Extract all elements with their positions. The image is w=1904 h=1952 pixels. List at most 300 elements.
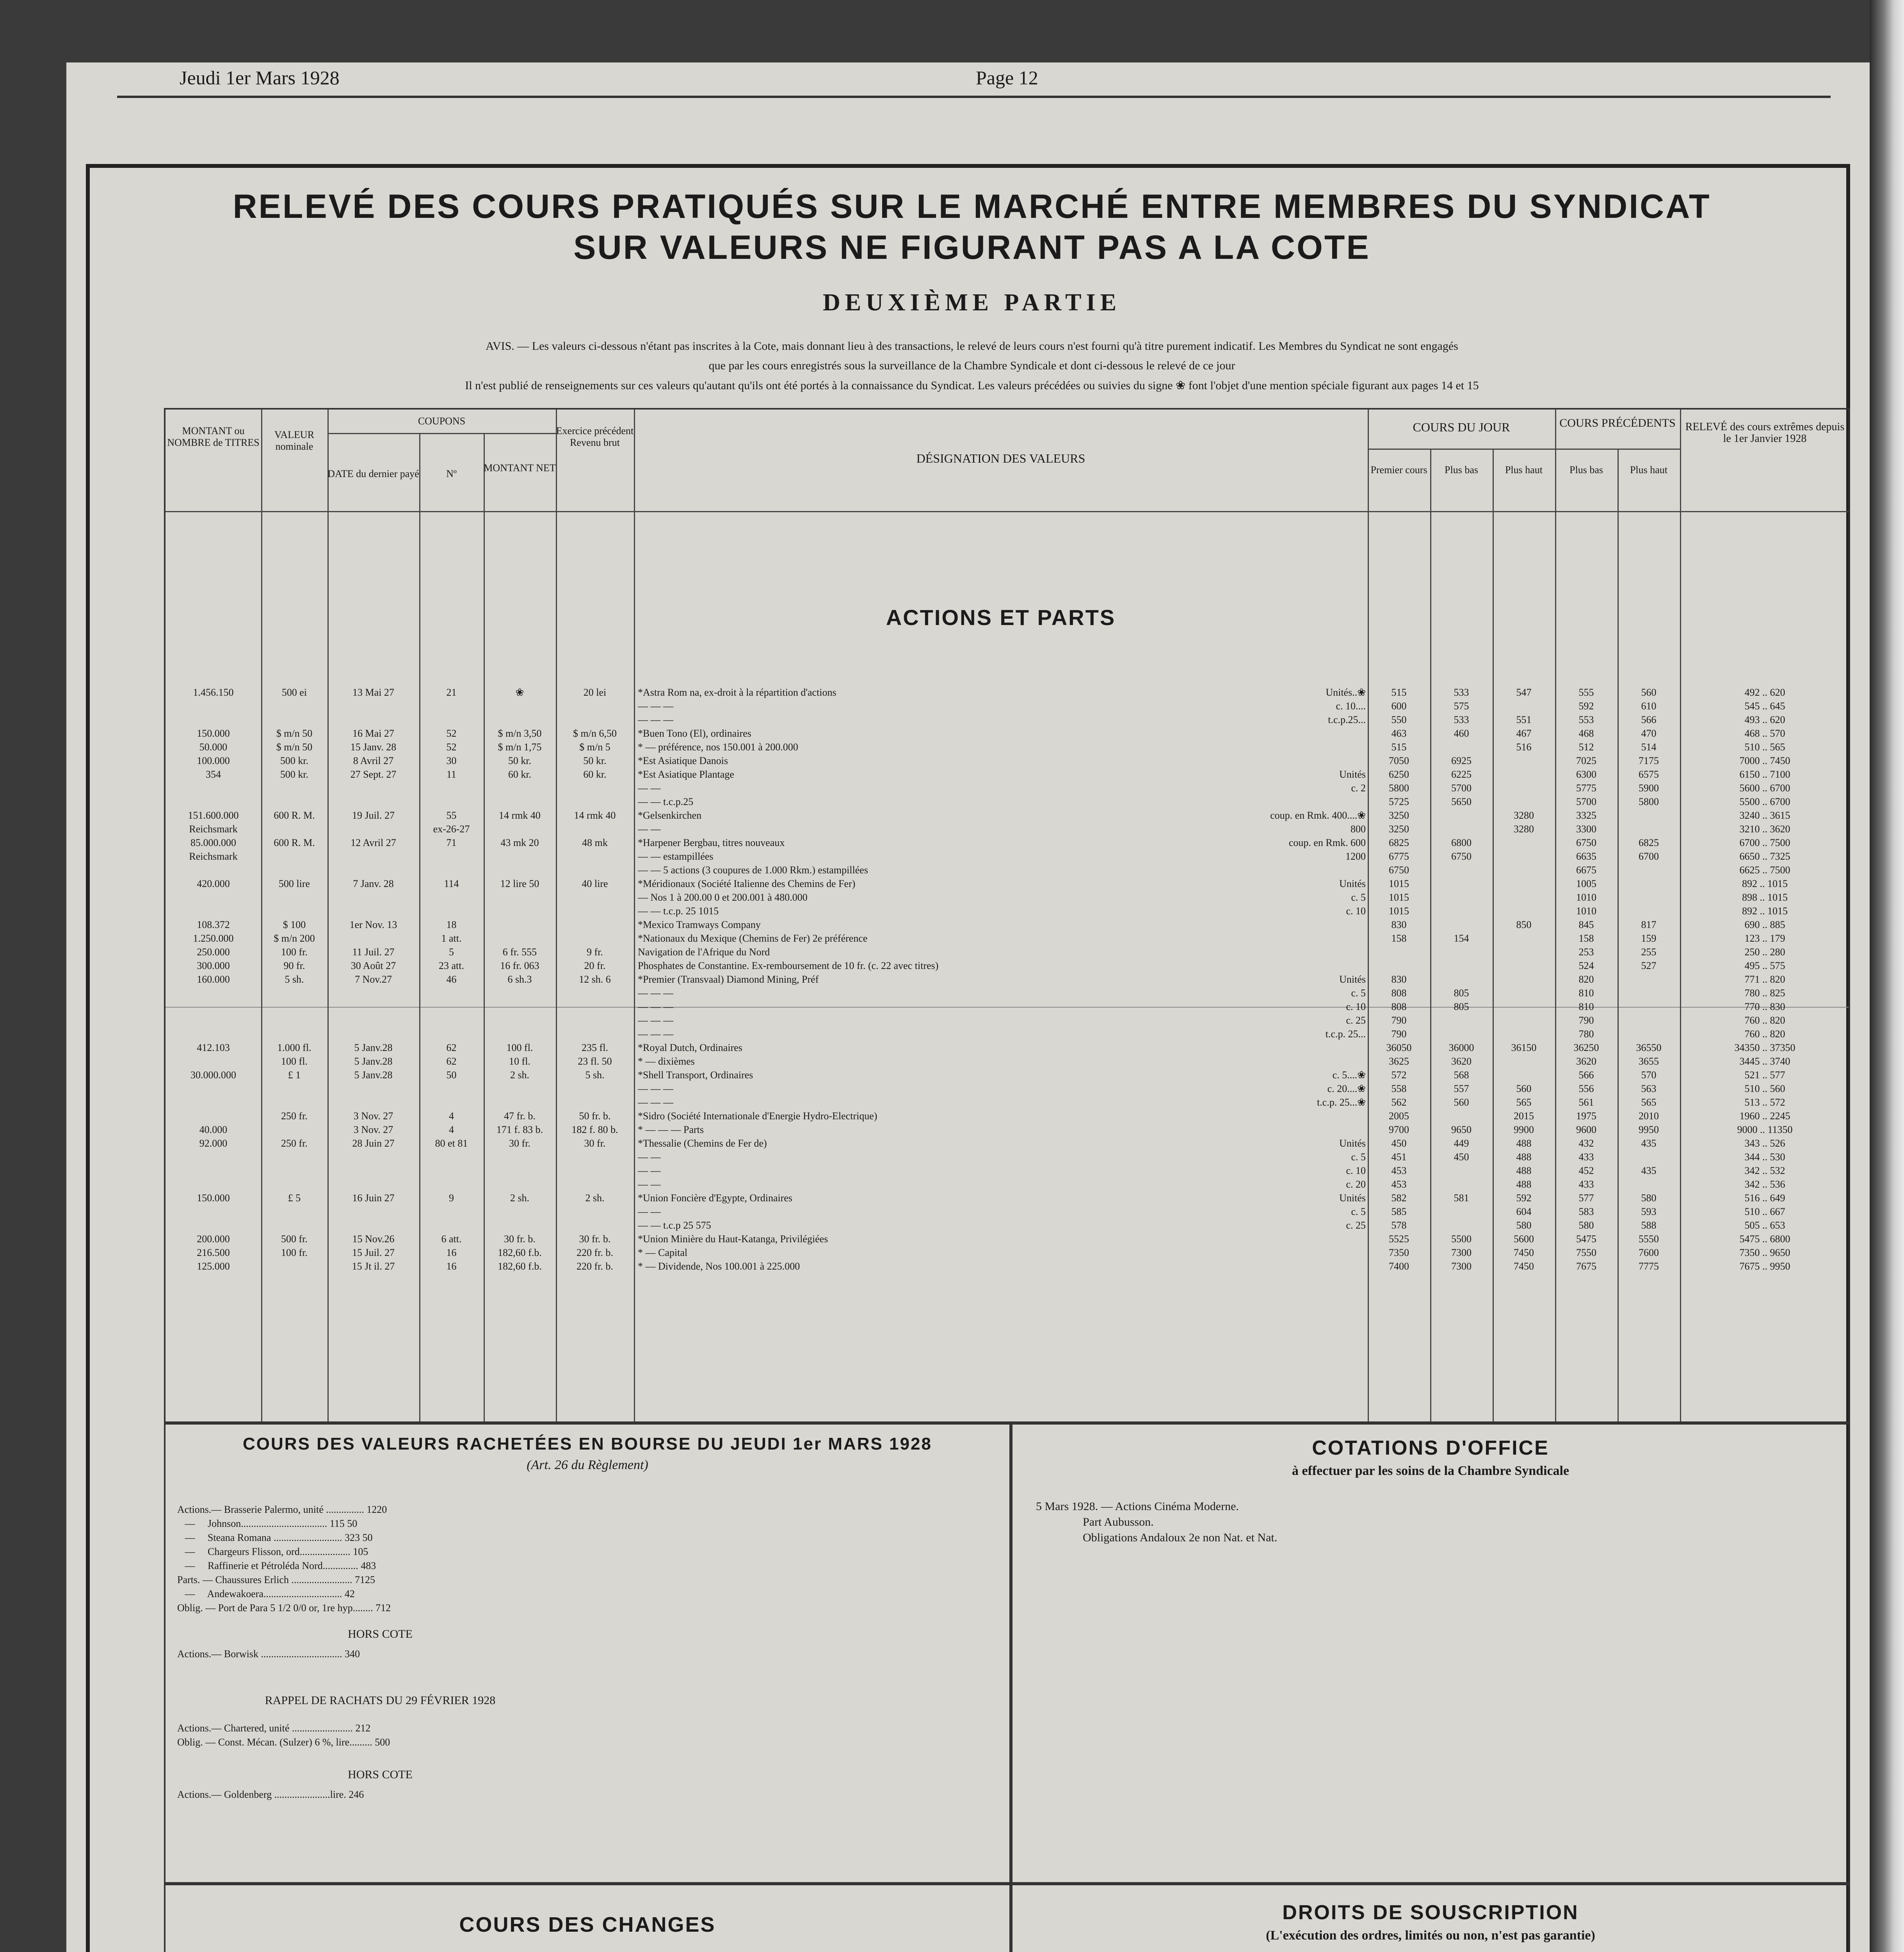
main-cell-designation: *Gelsenkirchen [638,810,702,821]
main-cell-montant: 200.000 [197,1233,230,1245]
main-cell-designation: *Nationaux du Mexique (Chemins de Fer) 2e préférence [638,933,868,944]
main-cell-plus-bas: 449 [1454,1138,1469,1149]
main-cell-releve: 513 .. 572 [1744,1097,1785,1108]
main-cell-prec-haut: 566 [1641,714,1657,725]
main-cell-montant: 150.000 [197,1192,230,1204]
main-cell-exercice: 9 fr. [587,946,603,958]
main-cell-prec-haut: 588 [1641,1220,1657,1231]
main-cell-designation: *Union Foncière d'Egypte, Ordinaires [638,1192,793,1204]
main-cell-montant: 412.103 [197,1042,230,1053]
main-cell-montant-net: 100 fl. [506,1042,533,1053]
main-cell-prec-haut: 7775 [1639,1261,1659,1272]
main-cell-unite: c. 25 [1346,1220,1366,1231]
main-cell-designation: — — — [638,1001,673,1012]
main-cell-montant-net: 50 kr. [508,755,532,766]
main-cell-releve: 510 .. 667 [1744,1206,1785,1217]
main-cell-date: 28 Juin 27 [352,1138,395,1149]
main-cell-date: 15 Juil. 27 [352,1247,395,1258]
main-cell-plus-bas: 36000 [1448,1042,1474,1053]
main-cell-montant-net: 16 fr. 063 [500,960,539,971]
main-cell-prec-bas: 468 [1578,728,1594,739]
main-cell-prec-bas: 561 [1578,1097,1594,1108]
main-cell-prec-haut: 514 [1641,741,1657,753]
main-cell-valeur: $ m/n 50 [276,741,313,753]
main-cell-montant: 151.600.000 [188,810,239,821]
header-rule [117,96,1831,98]
main-cell-montant-net: $ m/n 1,75 [498,741,542,753]
main-cell-unite: c. 10 [1346,905,1366,917]
main-cell-prec-haut: 570 [1641,1069,1657,1081]
main-cell-premier: 1015 [1389,892,1409,903]
main-cell-prec-bas: 524 [1578,960,1594,971]
main-cell-prec-haut: 2010 [1639,1110,1659,1122]
main-cell-no: 1 att. [441,933,462,944]
rappel-rachats-title: RAPPEL DE RACHATS DU 29 FÉVRIER 1928 [265,1694,496,1707]
main-cell-designation: — — [638,823,661,835]
main-cell-montant-net: 30 fr. b. [504,1233,536,1245]
main-cell-premier: 600 [1391,700,1407,712]
main-cell-no: 52 [446,741,457,753]
main-cell-date: 30 Août 27 [351,960,396,971]
changes-box [164,1884,1011,1952]
main-cell-plus-haut: 488 [1516,1151,1532,1163]
main-cell-prec-bas: 1010 [1576,892,1596,903]
main-cell-prec-haut: 560 [1641,687,1657,698]
main-cell-designation: — — — [638,1015,673,1026]
main-cell-prec-bas: 36250 [1573,1042,1599,1053]
main-cell-plus-haut: 488 [1516,1179,1532,1190]
main-cell-releve: 6650 .. 7325 [1739,851,1790,862]
main-cell-valeur: 600 R. M. [274,810,315,821]
main-cell-designation: — — 5 actions (3 coupures de 1.000 Rkm.) estampillées [638,864,868,876]
main-cell-plus-bas: 7300 [1451,1247,1472,1258]
main-cell-exercice: $ m/n 5 [579,741,610,753]
main-cell-releve: 495 .. 575 [1744,960,1785,971]
main-cell-premier: 515 [1391,687,1407,698]
main-cell-prec-haut: 435 [1641,1138,1657,1149]
main-cell-prec-bas: 158 [1578,933,1594,944]
main-cell-prec-bas: 512 [1578,741,1594,753]
main-cell-plus-bas: 5700 [1451,782,1472,794]
main-cell-premier: 9700 [1389,1124,1409,1135]
main-cell-unite: c. 10 [1346,1001,1366,1012]
main-cell-prec-bas: 580 [1578,1220,1594,1231]
main-cell-prec-bas: 555 [1578,687,1594,698]
main-cell-premier: 6825 [1389,837,1409,848]
main-cell-montant: 354 [206,769,221,780]
main-cell-no: 71 [446,837,457,848]
main-cell-releve: 516 .. 649 [1744,1192,1785,1204]
main-cell-plus-haut: 580 [1516,1220,1532,1231]
book-spine [1870,0,1904,1952]
main-cell-prec-bas: 556 [1578,1083,1594,1094]
main-cell-valeur: 600 R. M. [274,837,315,848]
main-cell-exercice: 60 kr. [583,769,607,780]
main-cell-prec-haut: 7175 [1639,755,1659,766]
main-cell-plus-bas: 154 [1454,933,1469,944]
main-cell-prec-bas: 1010 [1576,905,1596,917]
main-cell-unite: Unités [1339,974,1366,985]
main-cell-prec-bas: 566 [1578,1069,1594,1081]
main-cell-designation: — — [638,782,661,794]
main-cell-prec-bas: 7675 [1576,1261,1596,1272]
main-cell-unite: c. 5 [1351,892,1366,903]
col-cours-precedents: COURS PRÉCÉDENTS [1559,417,1676,429]
main-cell-prec-haut: 565 [1641,1097,1657,1108]
section-actions-parts: ACTIONS ET PARTS [886,605,1116,630]
main-cell-plus-haut: 516 [1516,741,1532,753]
main-cell-prec-haut: 470 [1641,728,1657,739]
main-cell-montant: 100.000 [197,755,230,766]
main-cell-valeur: $ m/n 50 [276,728,313,739]
main-cell-no: 16 [446,1261,457,1272]
main-cell-plus-bas: 450 [1454,1151,1469,1163]
main-cell-unite: Unités [1339,1138,1366,1149]
main-cell-releve: 510 .. 560 [1744,1083,1785,1094]
main-cell-designation: *Mexico Tramways Company [638,919,761,930]
main-cell-premier: 5525 [1389,1233,1409,1245]
hors-cote-2: HORS COTE [348,1768,413,1781]
racheted-subtitle: (Art. 26 du Règlement) [527,1458,648,1472]
main-cell-prec-haut: 6700 [1639,851,1659,862]
main-cell-montant-net: 2 sh. [510,1069,530,1081]
main-cell-plus-haut: 7450 [1514,1247,1534,1258]
main-cell-plus-haut: 560 [1516,1083,1532,1094]
main-cell-date: 3 Nov. 27 [353,1124,393,1135]
main-cell-releve: 5475 .. 6800 [1739,1233,1790,1245]
main-cell-premier: 550 [1391,714,1407,725]
main-cell-premier: 3625 [1389,1056,1409,1067]
main-cell-exercice: 23 fl. 50 [578,1056,612,1067]
main-cell-premier: 562 [1391,1097,1407,1108]
main-cell-prec-haut: 255 [1641,946,1657,958]
main-cell-premier: 6250 [1389,769,1409,780]
main-cell-designation: *Est Asiatique Plantage [638,769,734,780]
main-cell-prec-haut: 435 [1641,1165,1657,1176]
main-cell-exercice: 12 sh. 6 [579,974,611,985]
main-cell-date: 13 Mai 27 [352,687,394,698]
main-cell-prec-haut: 5800 [1639,796,1659,807]
main-cell-valeur: 500 fr. [281,1233,308,1245]
main-cell-premier: 790 [1391,1015,1407,1026]
main-cell-montant: 160.000 [197,974,230,985]
main-cell-valeur: $ m/n 200 [274,933,315,944]
main-cell-prec-haut: 36550 [1636,1042,1662,1053]
col-exercice: Exercice précédent Revenu brut [556,425,634,448]
main-cell-prec-bas: 433 [1578,1179,1594,1190]
main-cell-designation: *Thessalie (Chemins de Fer de) [638,1138,767,1149]
main-cell-prec-haut: 5550 [1639,1233,1659,1245]
main-cell-plus-haut: 3280 [1514,823,1534,835]
main-cell-premier: 453 [1391,1179,1407,1190]
main-cell-no: 50 [446,1069,457,1081]
main-cell-prec-bas: 583 [1578,1206,1594,1217]
main-cell-unite: c. 5 [1351,987,1366,999]
main-cell-prec-bas: 810 [1578,1001,1594,1012]
main-cell-releve: 510 .. 565 [1744,741,1785,753]
col-plus-bas: Plus bas [1445,464,1478,476]
main-cell-prec-bas: 6635 [1576,851,1596,862]
main-cell-prec-haut: 3655 [1639,1056,1659,1067]
main-cell-designation: Phosphates de Constantine. Ex-remboursement de 10 fr. (c. 22 avec titres) [638,960,939,971]
main-cell-date: 8 Avril 27 [353,755,394,766]
main-cell-releve: 892 .. 1015 [1742,905,1788,917]
main-cell-releve: 760 .. 820 [1744,1015,1785,1026]
main-cell-prec-haut: 527 [1641,960,1657,971]
main-cell-releve: 1960 .. 2245 [1739,1110,1790,1122]
main-cell-montant-net: 2 sh. [510,1192,530,1204]
col-montant: MONTANT ou NOMBRE de TITRES [167,425,260,448]
main-cell-no: 11 [446,769,457,780]
main-cell-plus-bas: 560 [1454,1097,1469,1108]
notice-line-2: que par les cours enregistrés sous la surveillance de la Chambre Syndicale et dont ci-dessous le relevé de ce jour [708,359,1235,372]
main-cell-premier: 463 [1391,728,1407,739]
main-cell-designation: — — — [638,1083,673,1094]
main-cell-premier: 6750 [1389,864,1409,876]
main-cell-valeur: 100 fr. [281,946,308,958]
main-cell-date: 15 Janv. 28 [350,741,397,753]
main-cell-premier: 582 [1391,1192,1407,1204]
main-cell-designation: — — — [638,714,673,725]
col-releve: RELEVÉ des cours extrêmes depuis le 1er Janvier 1928 [1685,421,1845,445]
main-cell-prec-bas: 6750 [1576,837,1596,848]
col-prec-haut: Plus haut [1630,464,1668,476]
main-cell-plus-haut: 7450 [1514,1261,1534,1272]
main-cell-premier: 808 [1391,1001,1407,1012]
main-cell-unite: c. 5 [1351,1206,1366,1217]
page-date: Jeudi 1er Mars 1928 [180,67,340,89]
main-cell-releve: 5500 .. 6700 [1739,796,1790,807]
main-cell-prec-bas: 6675 [1576,864,1596,876]
main-cell-releve: 492 .. 620 [1744,687,1785,698]
page-number: Page 12 [976,67,1038,89]
main-cell-prec-bas: 553 [1578,714,1594,725]
main-cell-no: 46 [446,974,457,985]
main-table [164,408,1850,1423]
main-cell-prec-bas: 5775 [1576,782,1596,794]
main-cell-releve: 898 .. 1015 [1742,892,1788,903]
main-cell-date: 27 Sept. 27 [350,769,397,780]
main-cell-designation: * — Capital [638,1247,688,1258]
title-line-1: RELEVÉ DES COURS PRATIQUÉS SUR LE MARCHÉ ENTRE MEMBRES DU SYNDICAT [233,188,1711,225]
main-cell-releve: 6625 .. 7500 [1739,864,1790,876]
main-cell-releve: 7350 .. 9650 [1739,1247,1790,1258]
main-cell-date: 1er Nov. 13 [349,919,397,930]
main-cell-prec-haut: 610 [1641,700,1657,712]
col-valeur: VALEUR nominale [274,429,315,452]
main-cell-designation: *Méridionaux (Société Italienne des Chemins de Fer) [638,878,856,889]
main-cell-premier: 3250 [1389,823,1409,835]
main-cell-releve: 5600 .. 6700 [1739,782,1790,794]
main-cell-montant-net: 47 fr. b. [504,1110,536,1122]
main-cell-exercice: 50 fr. b. [579,1110,611,1122]
main-cell-premier: 5800 [1389,782,1409,794]
main-cell-unite: c. 25 [1346,1015,1366,1026]
main-cell-plus-bas: 5650 [1451,796,1472,807]
racheted-lines: Actions.— Brasserie Palermo, unité ............... 1220 — Johnson.................................. 115 50 — Steana Romana ........................... 323 50 — Chargeurs Flisson, ord.................... 105 — Raffinerie et Pétroléda Nord.............. 483 Parts. — Chaussures Erlich ........................ 7125 — Andewakoera............................... 42 Oblig. — Port de Para 5 1/2 0/0 or, 1re hyp........ 712 [177,1504,391,1614]
main-cell-date: 15 Jt il. 27 [352,1261,395,1272]
main-cell-designation: * — — — Parts [638,1124,704,1135]
notice-line-1: AVIS. — Les valeurs ci-dessous n'étant pas inscrites à la Cote, mais donnant lieu à des transactions, le relevé de leurs cours n'est fourni qu'à titre purement indicatif. Les Membres du Syndicat ne sont engagés [486,340,1458,353]
main-cell-unite: c. 5 [1351,1151,1366,1163]
main-cell-date: 7 Janv. 28 [353,878,394,889]
main-cell-plus-haut: 547 [1516,687,1532,698]
main-cell-plus-haut: 2015 [1514,1110,1534,1122]
main-cell-unite: coup. en Rmk. 600 [1288,837,1366,848]
main-cell-releve: 505 .. 653 [1744,1220,1785,1231]
main-cell-premier: 1015 [1389,905,1409,917]
main-cell-exercice: 20 fr. [584,960,606,971]
main-cell-montant-net: ❀ [515,687,524,698]
main-cell-premier: 7050 [1389,755,1409,766]
main-cell-designation: — — [638,1179,661,1190]
main-cell-valeur: 250 fr. [281,1138,308,1149]
main-cell-prec-haut: 6575 [1639,769,1659,780]
main-cell-no: 4 [449,1124,454,1135]
main-cell-releve: 760 .. 820 [1744,1028,1785,1040]
main-cell-exercice: 220 fr. b. [577,1247,613,1258]
main-cell-premier: 158 [1391,933,1407,944]
main-cell-plus-haut: 36150 [1511,1042,1537,1053]
hors-cote-line: Actions.— Borwisk ................................ 340 [177,1648,360,1660]
col-coupons: COUPONS [418,415,466,427]
main-cell-montant: Reichsmark [189,823,238,835]
main-cell-releve: 7000 .. 7450 [1739,755,1790,766]
col-date: DATE du dernier payé [327,468,419,479]
main-cell-designation: * — Dividende, Nos 100.001 à 225.000 [638,1261,800,1272]
main-cell-exercice: 235 fl. [582,1042,608,1053]
main-cell-designation: — — [638,1165,661,1176]
main-cell-designation: — — t.c.p.25 [638,796,694,807]
main-cell-prec-bas: 577 [1578,1192,1594,1204]
main-cell-designation: *Harpener Bergbau, titres nouveaux [638,837,785,848]
main-cell-premier: 572 [1391,1069,1407,1081]
main-cell-montant-net: 182,60 f.b. [498,1247,542,1258]
main-cell-date: 12 Avril 27 [351,837,396,848]
main-cell-designation: — — t.c.p. 25 1015 [638,905,719,917]
main-cell-montant: 85.000.000 [190,837,236,848]
main-cell-designation: *Union Minière du Haut-Katanga, Privilégiées [638,1233,828,1245]
main-cell-date: 11 Juil. 27 [352,946,395,958]
main-cell-designation: — — — [638,1028,673,1040]
main-cell-prec-bas: 1975 [1576,1110,1596,1122]
main-cell-releve: 468 .. 570 [1744,728,1785,739]
main-cell-premier: 808 [1391,987,1407,999]
main-cell-no: 4 [449,1110,454,1122]
main-cell-plus-bas: 5500 [1451,1233,1472,1245]
main-cell-premier: 5725 [1389,796,1409,807]
hors-cote-1: HORS COTE [348,1628,413,1640]
main-cell-prec-bas: 7025 [1576,755,1596,766]
main-cell-valeur: 100 fr. [281,1247,308,1258]
main-cell-plus-haut: 5600 [1514,1233,1534,1245]
main-cell-releve: 770 .. 830 [1744,1001,1785,1012]
main-cell-date: 5 Janv.28 [354,1069,393,1081]
main-cell-plus-bas: 575 [1454,700,1469,712]
main-cell-date: 16 Juin 27 [352,1192,395,1204]
main-cell-valeur: 500 ei [281,687,307,698]
main-cell-valeur: £ 1 [288,1069,301,1081]
main-cell-prec-bas: 820 [1578,974,1594,985]
main-cell-exercice: 48 mk [582,837,608,848]
main-cell-releve: 343 .. 526 [1744,1138,1785,1149]
main-cell-date: 7 Nov.27 [354,974,392,985]
office-title: COTATIONS D'OFFICE [1312,1437,1549,1459]
main-cell-unite: Unités [1339,769,1366,780]
main-cell-montant: 40.000 [199,1124,228,1135]
main-cell-unite: c. 20....❀ [1327,1083,1366,1094]
main-cell-prec-haut: 593 [1641,1206,1657,1217]
main-cell-releve: 892 .. 1015 [1742,878,1788,889]
main-cell-unite: t.c.p. 25... [1325,1028,1366,1040]
office-lines: 5 Mars 1928. — Actions Cinéma Moderne. Part Aubusson. Obligations Andaloux 2e non Nat. et Nat. [1036,1500,1278,1544]
office-box [1011,1423,1850,1884]
main-cell-valeur: $ 100 [283,919,306,930]
racheted-title: COURS DES VALEURS RACHETÉES EN BOURSE DU JEUDI 1er MARS 1928 [243,1434,932,1453]
main-cell-releve: 34350 .. 37350 [1734,1042,1795,1053]
main-cell-plus-bas: 805 [1454,987,1469,999]
main-cell-montant: 250.000 [197,946,230,958]
hors-cote-line-2: Actions.— Goldenberg ......................lire. 246 [177,1789,364,1800]
title-line-2: SUR VALEURS NE FIGURANT PAS A LA COTE [573,229,1370,266]
main-cell-prec-bas: 780 [1578,1028,1594,1040]
main-cell-unite: t.c.p. 25...❀ [1317,1097,1366,1108]
main-cell-unite: Unités [1339,1192,1366,1204]
main-cell-montant-net: 30 fr. [509,1138,530,1149]
main-cell-designation: — — — [638,987,673,999]
main-cell-montant: 50.000 [199,741,228,753]
main-cell-exercice: $ m/n 6,50 [573,728,617,739]
main-cell-no: 16 [446,1247,457,1258]
main-cell-date: 15 Nov.26 [352,1233,395,1245]
main-cell-designation: — — — [638,700,673,712]
main-cell-premier: 515 [1391,741,1407,753]
main-cell-plus-haut: 565 [1516,1097,1532,1108]
main-cell-designation: *Royal Dutch, Ordinaires [638,1042,742,1053]
main-cell-valeur: 500 lire [278,878,310,889]
main-cell-premier: 36050 [1386,1042,1412,1053]
main-cell-exercice: 182 f. 80 b. [571,1124,618,1135]
main-cell-prec-bas: 452 [1578,1165,1594,1176]
main-cell-prec-bas: 3300 [1576,823,1596,835]
main-cell-plus-bas: 581 [1454,1192,1469,1204]
main-cell-premier: 451 [1391,1151,1407,1163]
main-cell-designation: *Sidro (Société Internationale d'Energie Hydro-Electrique) [638,1110,877,1122]
main-cell-premier: 558 [1391,1083,1407,1094]
main-cell-plus-bas: 533 [1454,714,1469,725]
main-cell-montant-net: 10 fl. [509,1056,530,1067]
main-cell-releve: 3210 .. 3620 [1739,823,1790,835]
changes-title: COURS DES CHANGES [459,1913,716,1936]
main-cell-unite: Unités..❀ [1326,687,1366,698]
main-cell-montant: 150.000 [197,728,230,739]
main-cell-designation: — — — [638,1097,673,1108]
main-cell-premier: 1015 [1389,878,1409,889]
main-cell-montant: 420.000 [197,878,230,889]
main-cell-designation: *Shell Transport, Ordinaires [638,1069,753,1081]
main-cell-designation: * — dixièmes [638,1056,695,1067]
main-cell-prec-bas: 253 [1578,946,1594,958]
main-cell-releve: 3240 .. 3615 [1739,810,1790,821]
main-cell-premier: 450 [1391,1138,1407,1149]
main-cell-designation: *Premier (Transvaal) Diamond Mining, Préf [638,974,819,985]
main-cell-valeur: 100 fl. [281,1056,308,1067]
main-cell-plus-bas: 460 [1454,728,1469,739]
main-cell-premier: 6775 [1389,851,1409,862]
main-cell-prec-bas: 790 [1578,1015,1594,1026]
main-cell-date: 16 Mai 27 [352,728,394,739]
main-cell-releve: 521 .. 577 [1744,1069,1785,1081]
